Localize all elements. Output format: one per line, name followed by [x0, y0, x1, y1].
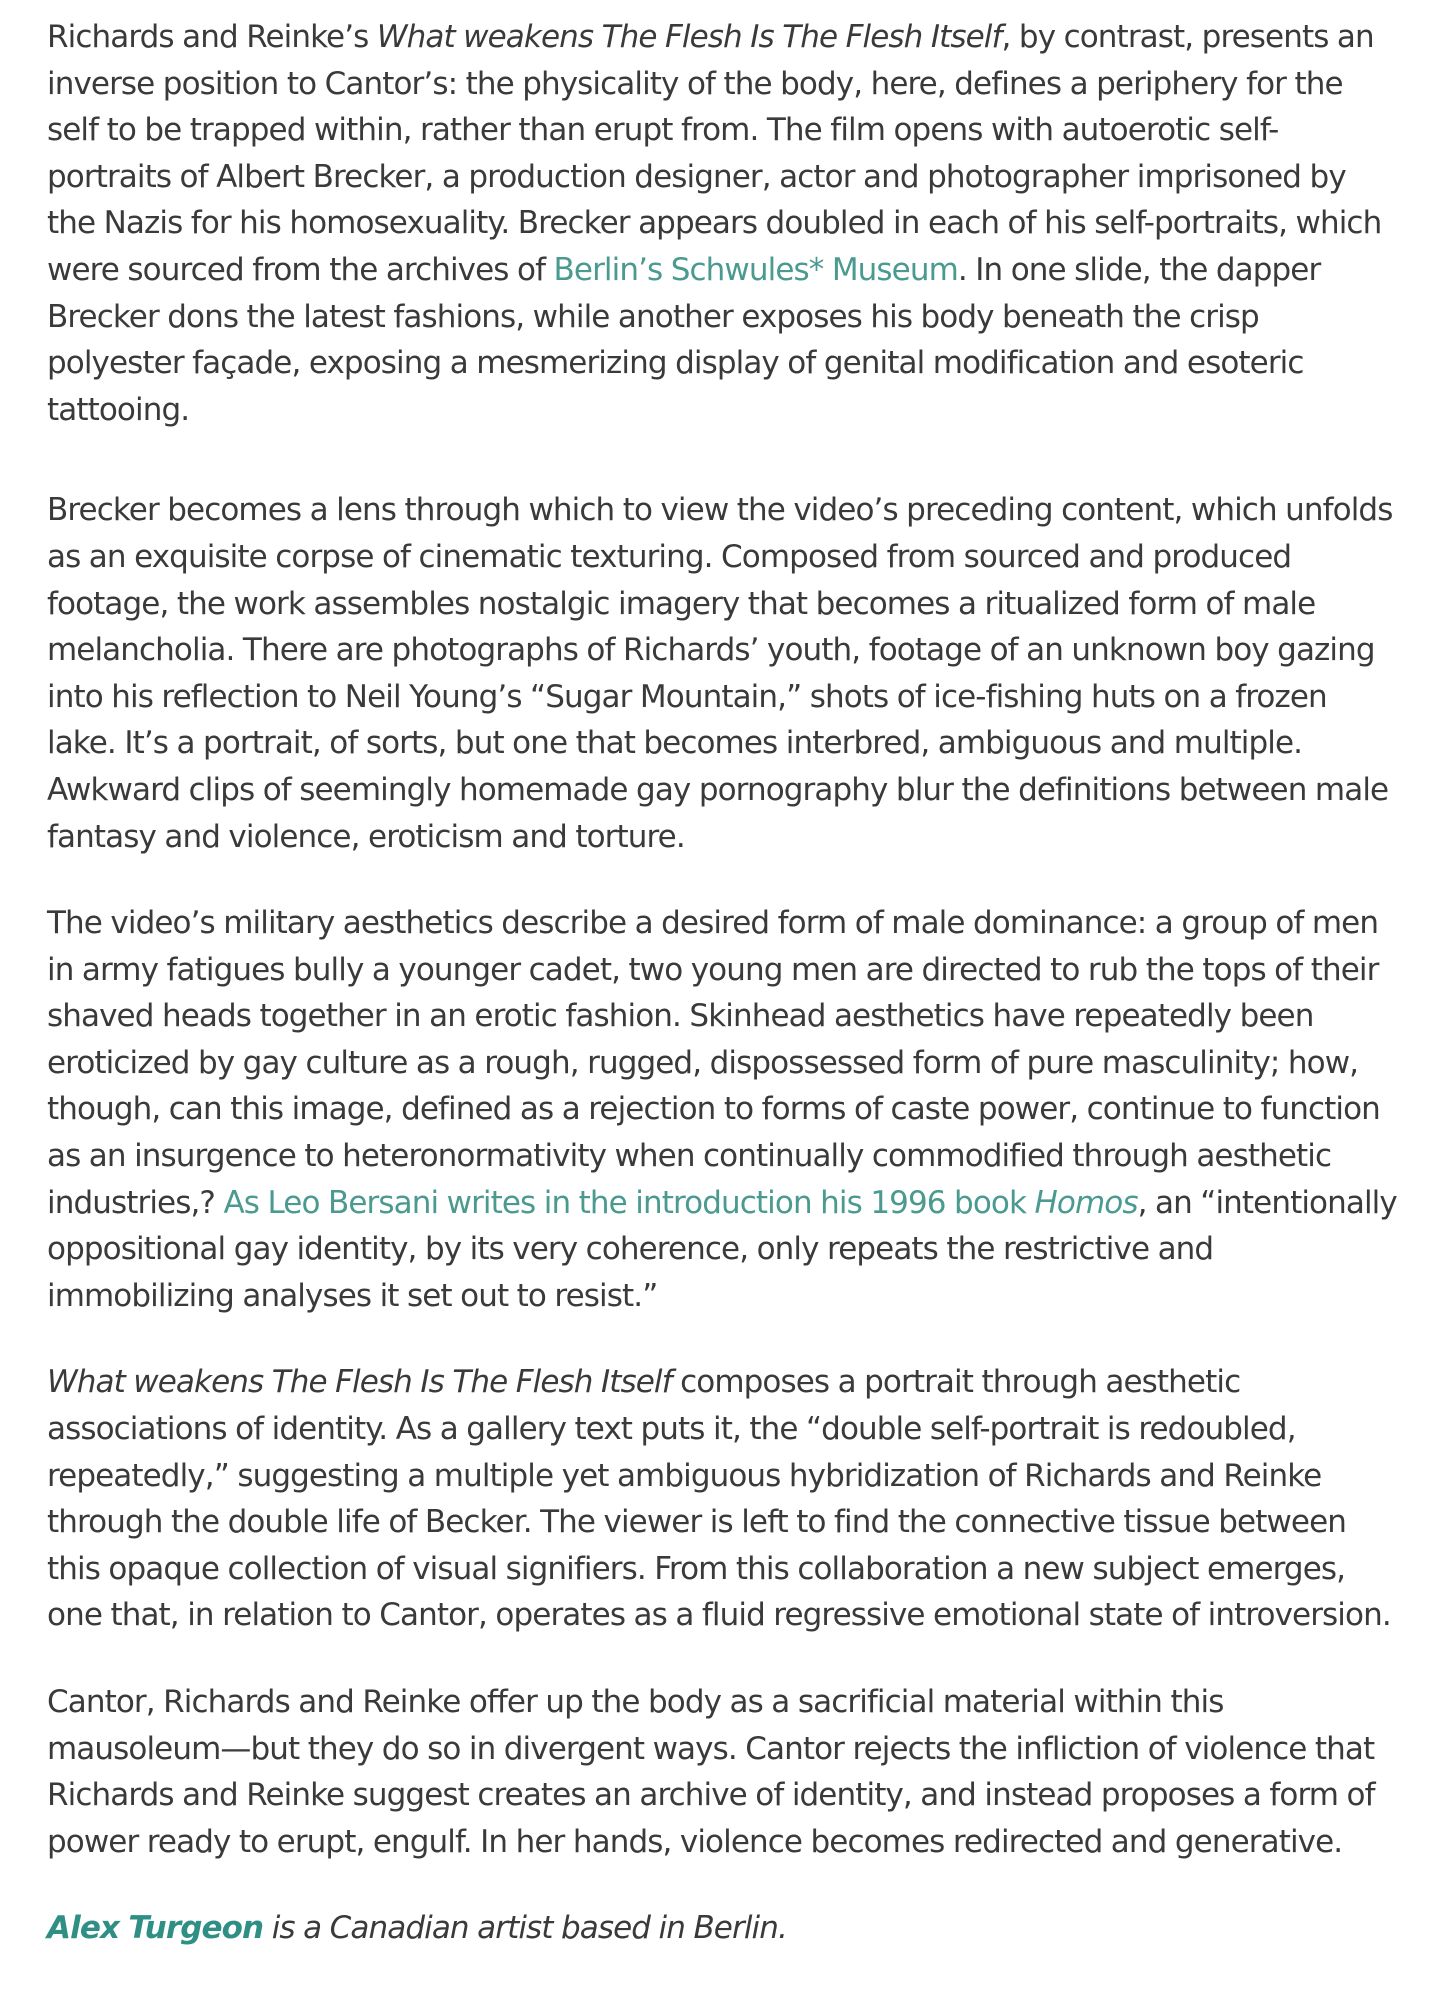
paragraph-3: [47, 900, 1397, 1319]
paragraph-1: [47, 14, 1397, 433]
film-title-2: What weakens The Flesh Is The Flesh Itself: [47, 1364, 672, 1401]
article-body: [47, 14, 1397, 1992]
schwules-museum-link[interactable]: Berlin’s Schwules* Museum: [553, 251, 958, 288]
homos-title: Homos: [1034, 1184, 1138, 1221]
paragraph-1-text-a: Richards and Reinke’s: [47, 19, 377, 55]
paragraph-3-text-b: , an “intentionally oppositional gay identity, by its very coherence, only repeats the restrictive and immobilizing analyses it set out to resist.”: [47, 1184, 1397, 1314]
author-bio: [47, 1905, 1397, 1952]
author-link[interactable]: Alex Turgeon: [47, 1910, 264, 1947]
film-title: What weakens The Flesh Is The Flesh Itself: [376, 19, 1002, 55]
paragraph-1-text-c: . In one slide, the dapper Brecker dons the latest fashions, while another exposes his body beneath the crisp polyester façade, exposing a mesmerizing display of genital modification and esoteric tattooing.: [47, 251, 1321, 428]
paragraph-1-text-b: , by contrast, presents an inverse position to Cantor’s: the physicality of the body, here, defines a periphery for the self to be trapped within, rather than erupt from. The film opens with autoerotic self-portraits of Albert Brecker, a production designer, actor and photographer imprisoned by the Nazis for his homosexuality. Brecker appears doubled in each of his self-portraits, which were sourced from the archives of: [47, 19, 1382, 288]
paragraph-2: Brecker becomes a lens through which to view the video’s preceding content, which unfolds as an exquisite corpse of cinematic texturing. Composed from sourced and produced footage, the work assembles nostalgic imagery that becomes a ritualized form of male melancholia. There are photographs of Richards’ youth, footage of an unknown boy gazing into his reflection to Neil Young’s “Sugar Mountain,” shots of ice-fishing huts on a frozen lake. It’s a portrait, of sorts, but one that becomes interbred, ambiguous and multiple. Awkward clips of seemingly homemade gay pornography blur the definitions between male fantasy and violence, eroticism and torture.: [47, 492, 1393, 855]
paragraph-3-text-a: The video’s military aesthetics describe a desired form of male dominance: a group of men in army fatigues bully a younger cadet, two young men are directed to rub the tops of their shaved heads together in an erotic fashion. Skinhead aesthetics have repeatedly been eroticized by gay culture as a rough, rugged, dispossessed form of pure masculinity; how, though, can this image, defined as a rejection to forms of caste power, continue to function as an insurgence to heteronormativity when continually commodified through aesthetic industries,?: [47, 905, 1380, 1221]
paragraph-4-text: composes a portrait through aesthetic associations of identity. As a gallery text puts it, the “double self-portrait is redoubled, repeatedly,” suggesting a multiple yet ambiguous hybridization of Richards and Reinke through the double life of Becker. The viewer is left to find the connective tissue between this opaque collection of visual signifiers. From this collaboration a new subject emerges, one that, in relation to Cantor, operates as a fluid regressive emotional state of introversion.: [47, 1364, 1391, 1634]
bersani-link-text: As Leo Bersani writes in the introduction his 1996 book: [223, 1184, 1035, 1221]
paragraph-5: Cantor, Richards and Reinke offer up the body as a sacrificial material within this mausoleum—but they do so in divergent ways. Cantor rejects the infliction of violence that Richards and Reinke suggest creates an archive of identity, and instead proposes a form of power ready to erupt, engulf. In her hands, violence becomes redirected and generative.: [47, 1684, 1375, 1860]
paragraph-4: [47, 1359, 1397, 1639]
bersani-link[interactable]: [223, 1185, 1137, 1221]
author-bio-text: is a Canadian artist based in Berlin.: [263, 1910, 787, 1947]
